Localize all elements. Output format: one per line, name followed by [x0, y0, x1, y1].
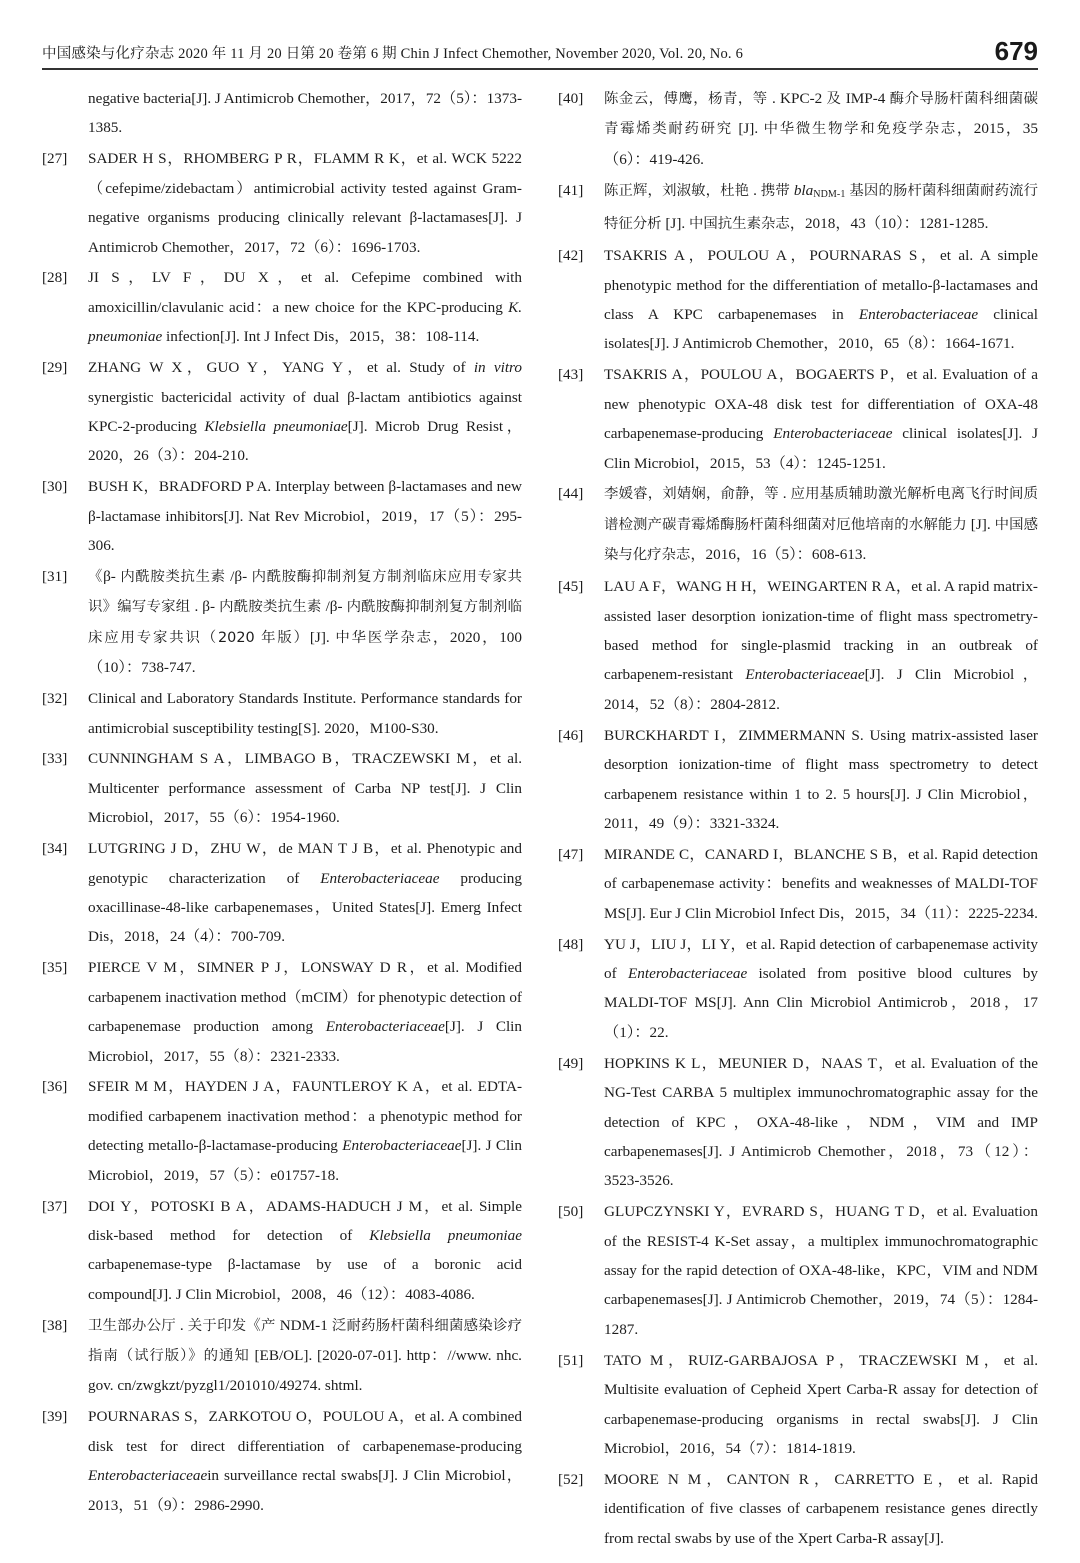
reference-text: YU J，LIU J，LI Y，et al. Rapid detection of carbapenemase activity of Enterobacteriaceae isolated from positive blood cultures by MALDI-TOF MS[J]. Ann Clin Microbiol Antimicrob，2018，17（1）：22. — [604, 935, 1038, 1041]
reference-number: [36] — [42, 1078, 68, 1096]
reference-entry — [558, 479, 1038, 570]
reference-text: TATO M，RUIZ-GARBAJOSA P，TRACZEWSKI M，et al. Multisite evaluation of Cepheid Xpert Carba-R assay for detection of carbapenemase-producing organisms in rectal swabs[J]. J Clin Microbiol，2016，54（7）：1814-1819. — [604, 1351, 1038, 1457]
reference-text: PIERCE V M，SIMNER P J，LONSWAY D R，et al. Modified carbapenem inactivation method（mCIM）for phenotypic detection of carbapenemase production among Enterobacteriaceae[J]. J Clin Microbiol，2017，55（8）：2321-2333. — [88, 959, 522, 1065]
reference-text: JI S，LV F，DU X，et al. Cefepime combined with amoxicillin/clavulanic acid：a new choice for the KPC-producing K. pneumoniae infection[J]. Int J Infect Dis，2015，38：108-114. — [88, 269, 522, 346]
reference-entry — [42, 84, 522, 143]
reference-entry — [558, 1049, 1038, 1196]
reference-entry — [42, 353, 522, 471]
reference-entry — [42, 1072, 522, 1190]
reference-text: SFEIR M M，HAYDEN J A，FAUNTLEROY K A，et al. EDTA-modified carbapenem inactivation method：a phenotypic method for detecting metallo-β-lactamase-producing Enterobacteriaceae[J]. J Clin Microbiol，2019，57（5）：e01757-18. — [88, 1078, 522, 1184]
reference-number: [47] — [558, 845, 584, 863]
reference-number: [31] — [42, 568, 68, 585]
reference-number: [32] — [42, 690, 68, 708]
reference-text: MOORE N M，CANTON R，CARRETTO E，et al. Rapid identification of five classes of carbapenem resistance genes directly from rectal swabs by use of the Xpert Carba-R assay[J]. — [604, 1470, 1038, 1547]
reference-entry — [42, 834, 522, 952]
reference-text: 陈正辉，刘淑敏，杜艳 . 携带 bla$_{NDM-1}$ 基因的肠杆菌科细菌耐药流行特征分析 [J]. 中国抗生素杂志，2018，43（10）：1281-1285. — [604, 181, 1039, 233]
reference-entry — [42, 744, 522, 832]
left-column — [42, 84, 522, 1555]
reference-entry — [42, 1402, 522, 1520]
reference-number: [50] — [558, 1203, 584, 1221]
reference-number: [45] — [558, 578, 584, 596]
reference-entry — [558, 1465, 1038, 1553]
reference-entry — [42, 1311, 522, 1401]
reference-text: Clinical and Laboratory Standards Institute. Performance standards for antimicrobial susceptibility testing[S]. 2020，M100-S30. — [88, 690, 522, 737]
reference-entry — [558, 930, 1038, 1048]
reference-text: HOPKINS K L，MEUNIER D，NAAS T，et al. Evaluation of the NG-Test CARBA 5 multiplex immunochromatographic assay for the detection of KPC，OXA-48-like，NDM，VIM and IMP carbapenemases[J]. J Antimicrob Chemother，2018，73（12）：3523-3526. — [604, 1054, 1038, 1190]
reference-entry — [558, 1346, 1038, 1464]
reference-number: [29] — [42, 359, 68, 377]
reference-text: negative bacteria[J]. J Antimicrob Chemother，2017，72（5）：1373-1385. — [88, 90, 523, 137]
reference-entry — [558, 84, 1038, 174]
reference-text: 卫生部办公厅 . 关于印发《产 NDM-1 泛耐药肠杆菌科细菌感染诊疗指南（试行版）》的通知 [EB/OL]. [2020-07-01]. http：//www. nhc. gov. cn/zwgkzt/pyzgl1/201010/49274. shtml. — [88, 1316, 522, 1395]
reference-text: LAU A F，WANG H H，WEINGARTEN R A，et al. A rapid matrix-assisted laser desorption ionization-time of flight mass spectrometry-based method for single-plasmid tracking in an outbreak of carbapenem-resistant Enterobacteriaceae[J]. J Clin Microbiol，2014，52（8）：2804-2812. — [604, 578, 1038, 713]
reference-number: [35] — [42, 959, 68, 977]
reference-entry — [42, 1192, 522, 1310]
reference-text: CUNNINGHAM S A，LIMBAGO B，TRACZEWSKI M，et al. Multicenter performance assessment of Carba NP test[J]. J Clin Microbiol，2017，55（6）：1954-1960. — [88, 750, 522, 827]
reference-text: BUSH K，BRADFORD P A. Interplay between β-lactamases and new β-lactamase inhibitors[J]. Nat Rev Microbiol，2019，17（5）：295-306. — [88, 478, 522, 555]
reference-entry — [42, 684, 522, 743]
reference-entry — [42, 263, 522, 351]
reference-number: [37] — [42, 1197, 68, 1215]
reference-number: [48] — [558, 935, 584, 953]
reference-text: ZHANG W X，GUO Y，YANG Y，et al. Study of in vitro synergistic bactericidal activity of dual β-lactam antibiotics against KPC-2-producing Klebsiella pneumoniae[J]. Microb Drug Resist，2020，26（3）：204-210. — [88, 359, 522, 465]
reference-number: [49] — [558, 1054, 584, 1072]
reference-number: [42] — [558, 247, 584, 265]
running-head-text: 中国感染与化疗杂志 2020 年 11 月 20 日第 20 卷第 6 期 Chin J Infect Chemother, November 2020, Vol. 20, No. 6 — [42, 46, 744, 62]
header-rule — [42, 68, 1038, 70]
reference-number: [40] — [558, 90, 584, 107]
reference-entry — [42, 144, 522, 262]
reference-number: [51] — [558, 1351, 584, 1369]
right-column — [558, 84, 1038, 1555]
reference-number: [41] — [558, 181, 584, 199]
reference-number: [39] — [42, 1408, 68, 1426]
reference-entry — [558, 360, 1038, 478]
reference-text: POURNARAS S，ZARKOTOU O，POULOU A，et al. A combined disk test for direct differentiation of carbapenemase-producing Enterobacteriaceaein surveillance rectal swabs[J]. J Clin Microbiol，2013，51（9）：2986-2990. — [88, 1408, 522, 1514]
reference-text: LUTGRING J D，ZHU W，de MAN T J B，et al. Phenotypic and genotypic characterization of Enterobacteriaceae producing oxacillinase-48-like carbapenemases，United States[J]. Emerg Infect Dis，2018，24（4）：700-709. — [88, 840, 522, 946]
reference-entry — [42, 562, 522, 683]
reference-number: [33] — [42, 750, 68, 768]
reference-text: 陈金云，傅鹰，杨青，等 . KPC-2 及 IMP-4 酶介导肠杆菌科细菌碳青霉烯类耐药研究 [J]. 中华微生物学和免疫学杂志，2015，35（6）：419-426. — [604, 90, 1038, 168]
reference-text: DOI Y，POTOSKI B A，ADAMS-HADUCH J M，et al. Simple disk-based method for detection of Klebsiella pneumoniae carbapenemase-type β-lactamase by use of a boronic acid compound[J]. J Clin Microbiol，2008，46（12）：4083-4086. — [88, 1197, 522, 1303]
reference-text: TSAKRIS A，POULOU A，POURNARAS S，et al. A simple phenotypic method for the differentiation of metallo-β-lactamases and class A KPC carbapenemases in Enterobacteriaceae clinical isolates[J]. J Antimicrob Chemother，2010，65（8）：1664-1671. — [604, 247, 1038, 353]
reference-text: 《β- 内酰胺类抗生素 /β- 内酰胺酶抑制剂复方制剂临床应用专家共识》编写专家组 . β- 内酰胺类抗生素 /β- 内酰胺酶抑制剂复方制剂临床应用专家共识（2020 年版）[J]. 中华医学杂志，2020，100（10）：738-747. — [88, 568, 522, 677]
reference-text: MIRANDE C，CANARD I，BLANCHE S B，et al. Rapid detection of carbapenemase activity：benefits and weaknesses of MALDI-TOF MS[J]. Eur J Clin Microbiol Infect Dis，2015，34（11）：2225-2234. — [604, 845, 1038, 922]
reference-number: [34] — [42, 840, 68, 858]
reference-text: TSAKRIS A，POULOU A，BOGAERTS P，et al. Evaluation of a new phenotypic OXA-48 disk test for differentiation of OXA-48 carbapenemase-producing Enterobacteriaceae clinical isolates[J]. J Clin Microbiol，2015，53（4）：1245-1251. — [604, 366, 1039, 472]
reference-entry — [42, 953, 522, 1071]
reference-entry — [42, 472, 522, 560]
reference-number: [30] — [42, 478, 68, 496]
reference-entry — [558, 176, 1038, 240]
reference-number: [52] — [558, 1470, 584, 1488]
reference-number: [28] — [42, 269, 68, 287]
reference-number: [46] — [558, 726, 584, 744]
reference-number: [43] — [558, 366, 584, 384]
page-number: 679 — [994, 36, 1038, 66]
reference-entry — [558, 721, 1038, 839]
reference-text: GLUPCZYNSKI Y，EVRARD S，HUANG T D，et al. Evaluation of the RESIST-4 K-Set assay，a multiplex immunochromatographic assay for the rapid detection of OXA-48-like，KPC，VIM and NDM carbapenemases[J]. J Antimicrob Chemother，2019，74（5）：1284-1287. — [604, 1203, 1038, 1338]
reference-number: [44] — [558, 485, 584, 503]
body-columns — [42, 84, 1038, 1555]
reference-number: [38] — [42, 1316, 68, 1334]
reference-entry — [558, 572, 1038, 719]
reference-entry — [558, 840, 1038, 928]
reference-entry — [558, 1197, 1038, 1344]
running-head — [42, 36, 1038, 66]
reference-text: SADER H S，RHOMBERG P R，FLAMM R K，et al. WCK 5222（cefepime/zidebactam）antimicrobial activity tested against Gram-negative organisms producing clinically relevant β-lactamases[J]. J Antimicrob Chemother，2017，72（6）：1696-1703. — [88, 150, 522, 256]
reference-text: 李媛睿，刘婧娴，俞静，等 . 应用基质辅助激光解析电离飞行时间质谱检测产碳青霉烯酶肠杆菌科细菌对厄他培南的水解能力 [J]. 中国感染与化疗杂志，2016，16（5）：608-613. — [604, 485, 1038, 564]
reference-entry — [558, 241, 1038, 359]
reference-text: BURCKHARDT I，ZIMMERMANN S. Using matrix-assisted laser desorption ionization-time of flight mass spectrometry to detect carbapenem resistance within 1 to 2. 5 hours[J]. J Clin Microbiol，2011，49（9）：3321-3324. — [604, 726, 1038, 832]
reference-number: [27] — [42, 150, 68, 168]
